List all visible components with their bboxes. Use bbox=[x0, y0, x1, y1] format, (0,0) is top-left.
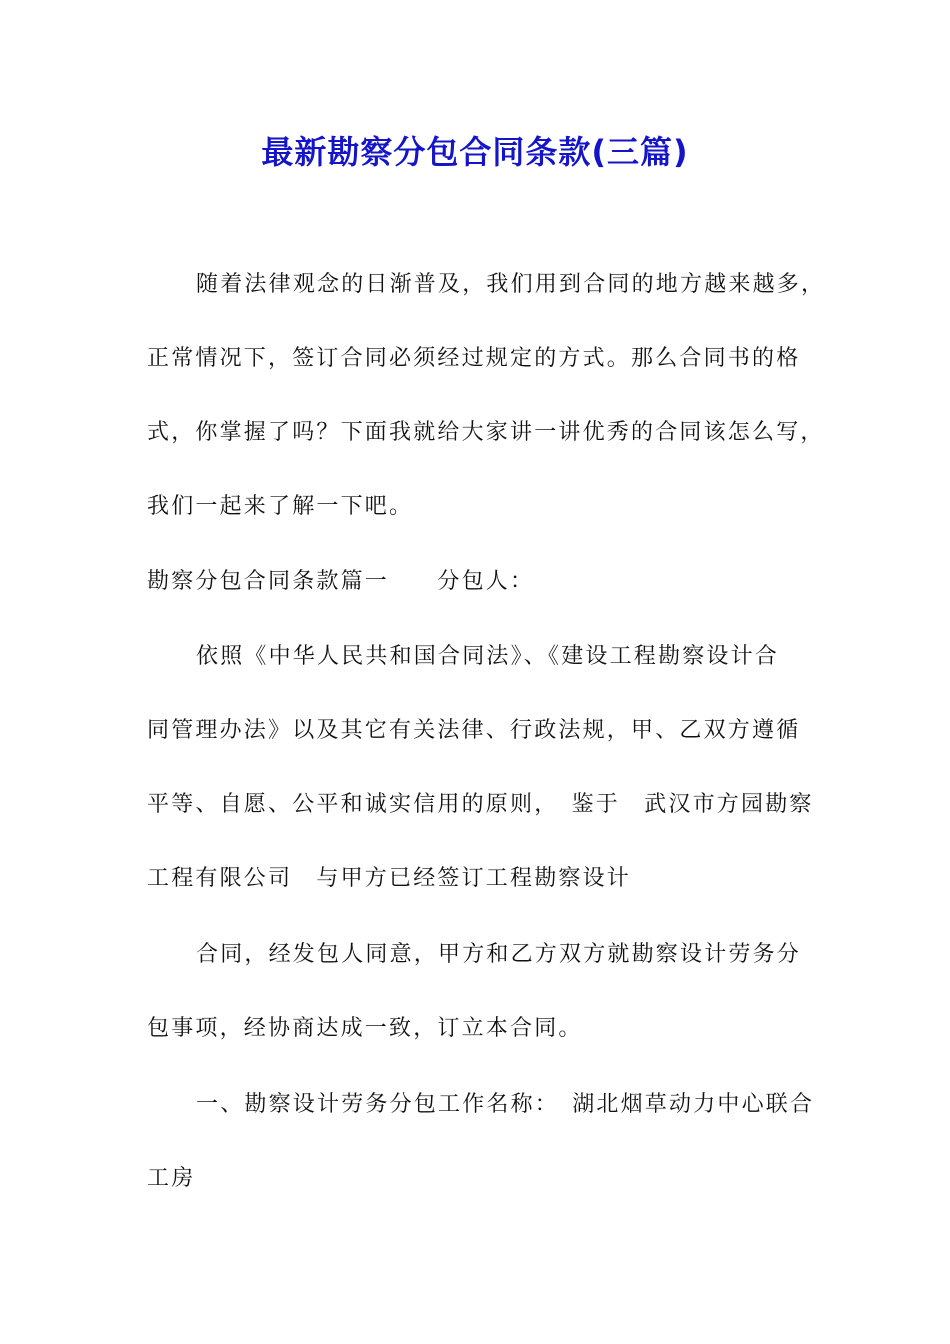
paragraph-line: 依照《中华人民共和国合同法》、《建设工程勘察设计合 bbox=[196, 644, 780, 669]
paragraph-line: 合同，经发包人同意，甲方和乙方双方就勘察设计劳务分 bbox=[196, 942, 802, 967]
paragraph-line: 我们一起来了解一下吧。 bbox=[147, 494, 414, 519]
paragraph-line: 随着法律观念的日渐普及，我们用到合同的地方越来越多， bbox=[196, 272, 826, 297]
paragraph-line: 同管理办法》以及其它有关法律、行政法规，甲、乙双方遵循 bbox=[147, 718, 801, 743]
paragraph-line: 式，你掌握了吗？下面我就给大家讲一讲优秀的合同该怎么写， bbox=[147, 420, 825, 445]
paragraph-line: 平等、自愿、公平和诚实信用的原则， 鉴于 武汉市方园勘察 bbox=[147, 792, 814, 817]
paragraph-line: 一、勘察设计劳务分包工作名称： 湖北烟草动力中心联合 bbox=[196, 1092, 815, 1117]
paragraph-line: 包事项，经协商达成一致，订立本合同。 bbox=[147, 1016, 583, 1041]
paragraph-line: 工房 bbox=[147, 1166, 196, 1191]
section-heading: 勘察分包合同条款篇一 分包人： bbox=[147, 569, 535, 594]
document-title: 最新勘察分包合同条款(三篇) bbox=[261, 133, 689, 171]
paragraph-line: 工程有限公司 与甲方已经签订工程勘察设计 bbox=[147, 866, 632, 891]
paragraph-line: 正常情况下，签订合同必须经过规定的方式。那么合同书的格 bbox=[147, 346, 801, 371]
